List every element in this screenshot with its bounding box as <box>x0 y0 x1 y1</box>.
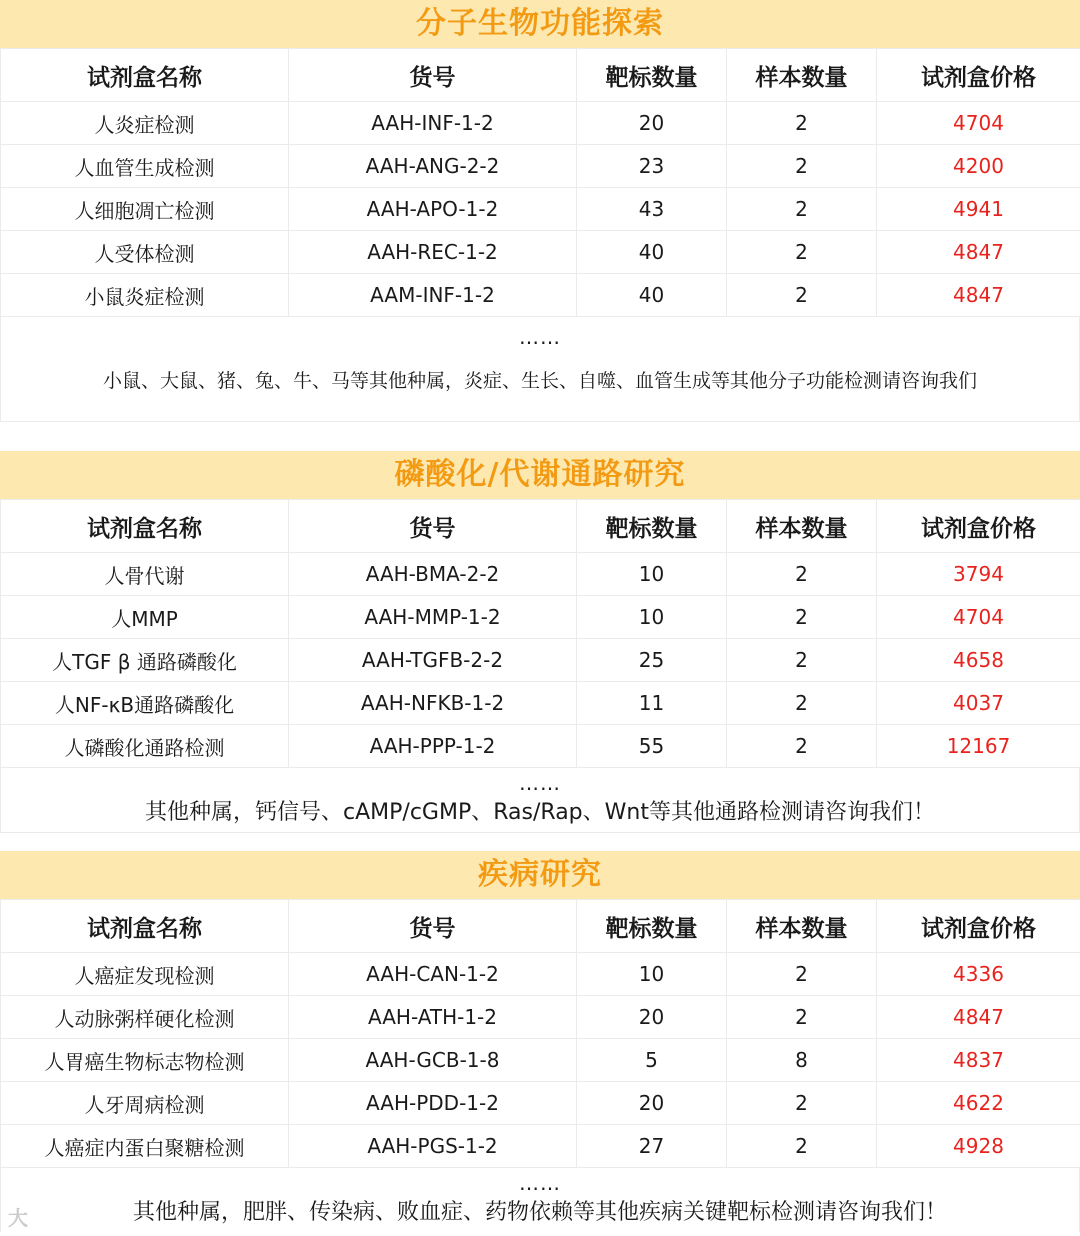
sample-count: 2 <box>727 231 877 274</box>
target-count: 20 <box>577 1082 727 1125</box>
watermark-logo: 大 <box>8 1206 28 1230</box>
catalog-no: AAH-REC-1-2 <box>289 231 577 274</box>
table-header-row <box>1 49 1080 102</box>
kit-name: 人牙周病检测 <box>1 1082 289 1125</box>
kit-name: 人受体检测 <box>1 231 289 274</box>
table-row <box>1 231 1080 274</box>
catalog-no: AAH-PGS-1-2 <box>289 1125 577 1168</box>
header-catalog-no: 货号 <box>289 49 577 102</box>
table-row <box>1 188 1080 231</box>
catalog-no: AAH-NFKB-1-2 <box>289 682 577 725</box>
sample-count: 2 <box>727 596 877 639</box>
table-row <box>1 1082 1080 1125</box>
sample-count: 2 <box>727 953 877 996</box>
section-title: 分子生物功能探索 <box>0 0 1080 48</box>
kit-name: 人细胞凋亡检测 <box>1 188 289 231</box>
catalog-no: AAH-APO-1-2 <box>289 188 577 231</box>
kit-name: 人癌症内蛋白聚糖检测 <box>1 1125 289 1168</box>
target-count: 10 <box>577 553 727 596</box>
ellipsis-row: …… <box>0 1168 1080 1198</box>
catalog-no: AAH-TGFB-2-2 <box>289 639 577 682</box>
section-note: 其他种属，肥胖、传染病、败血症、药物依赖等其他疾病关键靶标检测请咨询我们！ <box>0 1198 1080 1232</box>
catalog-no: AAH-GCB-1-8 <box>289 1039 577 1082</box>
kit-name: 人MMP <box>1 596 289 639</box>
table-header-row <box>1 500 1080 553</box>
kit-table <box>0 899 1080 1168</box>
price: 4928 <box>877 1125 1080 1168</box>
price: 4847 <box>877 274 1080 317</box>
header-kit-name: 试剂盒名称 <box>1 49 289 102</box>
target-count: 20 <box>577 102 727 145</box>
sample-count: 2 <box>727 682 877 725</box>
price: 4837 <box>877 1039 1080 1082</box>
table-row <box>1 145 1080 188</box>
header-kit-name: 试剂盒名称 <box>1 900 289 953</box>
target-count: 10 <box>577 953 727 996</box>
catalog-no: AAH-MMP-1-2 <box>289 596 577 639</box>
kit-name: 人炎症检测 <box>1 102 289 145</box>
catalog-no: AAH-ANG-2-2 <box>289 145 577 188</box>
kit-table <box>0 48 1080 317</box>
target-count: 40 <box>577 274 727 317</box>
sample-count: 2 <box>727 1125 877 1168</box>
table-row <box>1 553 1080 596</box>
catalog-no: AAM-INF-1-2 <box>289 274 577 317</box>
price: 12167 <box>877 725 1080 768</box>
table-row <box>1 1125 1080 1168</box>
kit-name: 人TGF β 通路磷酸化 <box>1 639 289 682</box>
table-header-row <box>1 900 1080 953</box>
price: 4704 <box>877 102 1080 145</box>
target-count: 10 <box>577 596 727 639</box>
table-row <box>1 996 1080 1039</box>
target-count: 5 <box>577 1039 727 1082</box>
section-note: 其他种属，钙信号、cAMP/cGMP、Ras/Rap、Wnt等其他通路检测请咨询我们！ <box>0 798 1080 833</box>
header-price: 试剂盒价格 <box>877 49 1080 102</box>
header-sample-count: 样本数量 <box>727 500 877 553</box>
price: 4658 <box>877 639 1080 682</box>
target-count: 25 <box>577 639 727 682</box>
price: 4847 <box>877 996 1080 1039</box>
table-row <box>1 102 1080 145</box>
price: 4941 <box>877 188 1080 231</box>
target-count: 55 <box>577 725 727 768</box>
header-kit-name: 试剂盒名称 <box>1 500 289 553</box>
sample-count: 2 <box>727 996 877 1039</box>
header-catalog-no: 货号 <box>289 500 577 553</box>
target-count: 23 <box>577 145 727 188</box>
catalog-no: AAH-PPP-1-2 <box>289 725 577 768</box>
ellipsis-row: …… <box>0 317 1080 351</box>
price: 3794 <box>877 553 1080 596</box>
table-row <box>1 682 1080 725</box>
section-disease <box>0 851 1080 1232</box>
kit-name: 小鼠炎症检测 <box>1 274 289 317</box>
kit-name: 人NF-κB通路磷酸化 <box>1 682 289 725</box>
price: 4704 <box>877 596 1080 639</box>
sample-count: 2 <box>727 274 877 317</box>
header-sample-count: 样本数量 <box>727 49 877 102</box>
target-count: 27 <box>577 1125 727 1168</box>
price: 4200 <box>877 145 1080 188</box>
kit-table <box>0 499 1080 768</box>
catalog-no: AAH-BMA-2-2 <box>289 553 577 596</box>
kit-name: 人骨代谢 <box>1 553 289 596</box>
header-price: 试剂盒价格 <box>877 500 1080 553</box>
header-sample-count: 样本数量 <box>727 900 877 953</box>
header-target-count: 靶标数量 <box>577 49 727 102</box>
kit-name: 人癌症发现检测 <box>1 953 289 996</box>
catalog-no: AAH-PDD-1-2 <box>289 1082 577 1125</box>
target-count: 20 <box>577 996 727 1039</box>
table-row <box>1 639 1080 682</box>
kit-name: 人血管生成检测 <box>1 145 289 188</box>
section-title: 磷酸化/代谢通路研究 <box>0 451 1080 499</box>
header-target-count: 靶标数量 <box>577 900 727 953</box>
section-title: 疾病研究 <box>0 851 1080 899</box>
target-count: 11 <box>577 682 727 725</box>
target-count: 40 <box>577 231 727 274</box>
table-row <box>1 725 1080 768</box>
sample-count: 2 <box>727 102 877 145</box>
catalog-no: AAH-INF-1-2 <box>289 102 577 145</box>
price: 4622 <box>877 1082 1080 1125</box>
price: 4847 <box>877 231 1080 274</box>
catalog-no: AAH-ATH-1-2 <box>289 996 577 1039</box>
ellipsis-row: …… <box>0 768 1080 798</box>
table-row <box>1 1039 1080 1082</box>
table-row <box>1 596 1080 639</box>
table-row <box>1 274 1080 317</box>
sample-count: 2 <box>727 188 877 231</box>
sample-count: 2 <box>727 145 877 188</box>
header-catalog-no: 货号 <box>289 900 577 953</box>
table-row <box>1 953 1080 996</box>
price: 4037 <box>877 682 1080 725</box>
target-count: 43 <box>577 188 727 231</box>
sample-count: 8 <box>727 1039 877 1082</box>
catalog-no: AAH-CAN-1-2 <box>289 953 577 996</box>
section-molecular <box>0 0 1080 422</box>
kit-name: 人动脉粥样硬化检测 <box>1 996 289 1039</box>
section-phosphorylation <box>0 451 1080 833</box>
kit-name: 人胃癌生物标志物检测 <box>1 1039 289 1082</box>
kit-name: 人磷酸化通路检测 <box>1 725 289 768</box>
price: 4336 <box>877 953 1080 996</box>
section-note: 小鼠、大鼠、猪、兔、牛、马等其他种属，炎症、生长、自噬、血管生成等其他分子功能检测请咨询我们 <box>0 351 1080 422</box>
sample-count: 2 <box>727 725 877 768</box>
sample-count: 2 <box>727 639 877 682</box>
header-price: 试剂盒价格 <box>877 900 1080 953</box>
sample-count: 2 <box>727 553 877 596</box>
sample-count: 2 <box>727 1082 877 1125</box>
header-target-count: 靶标数量 <box>577 500 727 553</box>
